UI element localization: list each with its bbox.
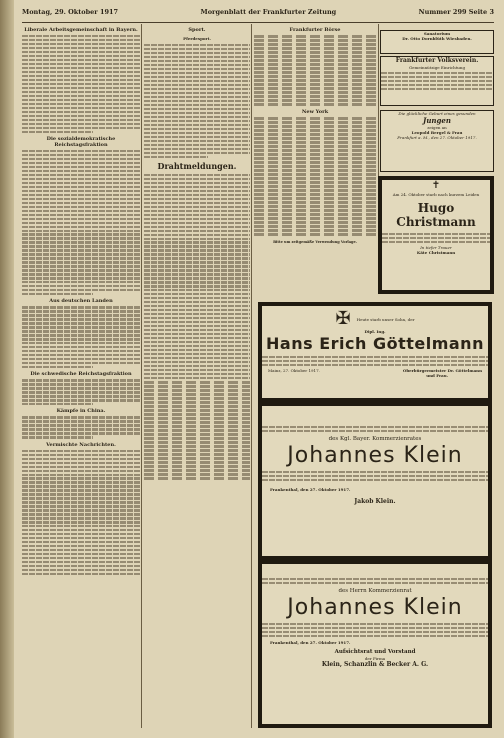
- article-heading: New York: [301, 109, 329, 115]
- header-masthead: Morgenblatt der Frankfurter Zeitung: [200, 8, 337, 16]
- ad-name: Hugo Christmann: [396, 201, 476, 229]
- ad-text: zeigen an: [427, 125, 447, 130]
- column-2: [144, 24, 250, 728]
- column-rule: [141, 24, 142, 728]
- ad-obituary-goettelmann: [258, 302, 492, 402]
- ad-text: Frankenthal, den 27. Oktober 1917.: [270, 486, 351, 492]
- ad-text: Käte Christmann: [416, 249, 456, 255]
- article-heading: Aus deutschen Landen: [49, 298, 113, 305]
- article-heading: Vermischte Nachrichten.: [46, 441, 116, 448]
- ad-text: Leopold Bergel & Frau: [411, 130, 463, 135]
- article-heading: Sport.: [188, 27, 206, 33]
- ad-text: Die glückliche Geburt eines gesunden: [398, 111, 476, 116]
- ad-text: Dr. Otto Dornblüth Wiesbaden.: [402, 36, 472, 41]
- ad-text: Jungen: [423, 116, 451, 125]
- ad-text: Am 24. Oktober starb nach kurzem Leiden: [392, 192, 480, 197]
- ad-name: Hans Erich Göttelmann: [266, 334, 484, 353]
- ad-text: der Firma: [364, 656, 386, 662]
- ad-text: Sanatorium: [423, 31, 451, 36]
- ad-birth: [380, 110, 494, 172]
- ad-text: Frankfurter Volksverein.: [395, 57, 479, 64]
- column-rule: [251, 24, 252, 728]
- ad-obituary-klein-family: [258, 402, 492, 560]
- ad-text: Gemeinnützige Einrichtung: [408, 65, 466, 70]
- ad-text: Frankfurt a. M., den 27. Oktober 1917.: [397, 135, 477, 140]
- ad-text: Dipl. Ing.: [364, 329, 386, 334]
- article-subheading: Pferdesport.: [183, 36, 211, 41]
- article-heading: Die schwedische Reichstagsfraktion: [30, 371, 132, 378]
- iron-cross-icon: ✠: [335, 308, 351, 329]
- ad-text: des Kgl. Bayer. Kommerzienrates: [328, 436, 422, 443]
- article-heading: Kämpfe in China.: [56, 408, 106, 415]
- article-heading: Liberale Arbeitsgemeinschaft in Bayern.: [24, 27, 138, 33]
- column-1: [22, 24, 140, 728]
- ad-volksverein: [380, 56, 494, 106]
- ad-sanatorium: [380, 30, 494, 54]
- page-header: [22, 8, 494, 23]
- header-number: Nummer 299 Seite 3: [418, 8, 494, 16]
- cross-icon: ✝: [431, 180, 441, 191]
- ad-text: des Herrn Kommerzienrat: [338, 588, 412, 595]
- ad-obituary-klein-firm: [258, 560, 492, 728]
- ad-text: und Frau.: [426, 372, 448, 378]
- table-note: Bitte um zeitgemäße Verwendung Vorlage.: [273, 240, 357, 244]
- ad-text: Mainz, 27. Oktober 1917.: [268, 367, 320, 373]
- ad-text: Frankenthal, den 27. Oktober 1917.: [270, 640, 351, 646]
- ad-text: In tiefer Trauer: [420, 244, 452, 250]
- ad-text: Jakob Klein.: [354, 497, 396, 505]
- column-3-markets: [254, 24, 376, 294]
- ad-text: Klein, Schanzlin & Becker A. G.: [321, 661, 429, 669]
- ad-name: Johannes Klein: [287, 595, 463, 621]
- header-date: Montag, 29. Oktober 1917: [22, 8, 119, 16]
- ad-text: Heute starb unser Sohn, der: [356, 316, 415, 322]
- ad-obituary-christmann: [378, 176, 494, 294]
- ad-text: Oberbürgermeister Dr. Göttelmann: [402, 367, 482, 373]
- article-heading: Drahtmeldungen.: [157, 160, 237, 171]
- ad-name: Johannes Klein: [287, 443, 463, 469]
- article-heading: Frankfurter Börse: [289, 27, 341, 33]
- ad-text: Aufsichtsrat und Vorstand: [334, 649, 416, 656]
- article-heading: Die sozialdemokratische Reichstagsfraktion: [46, 135, 116, 148]
